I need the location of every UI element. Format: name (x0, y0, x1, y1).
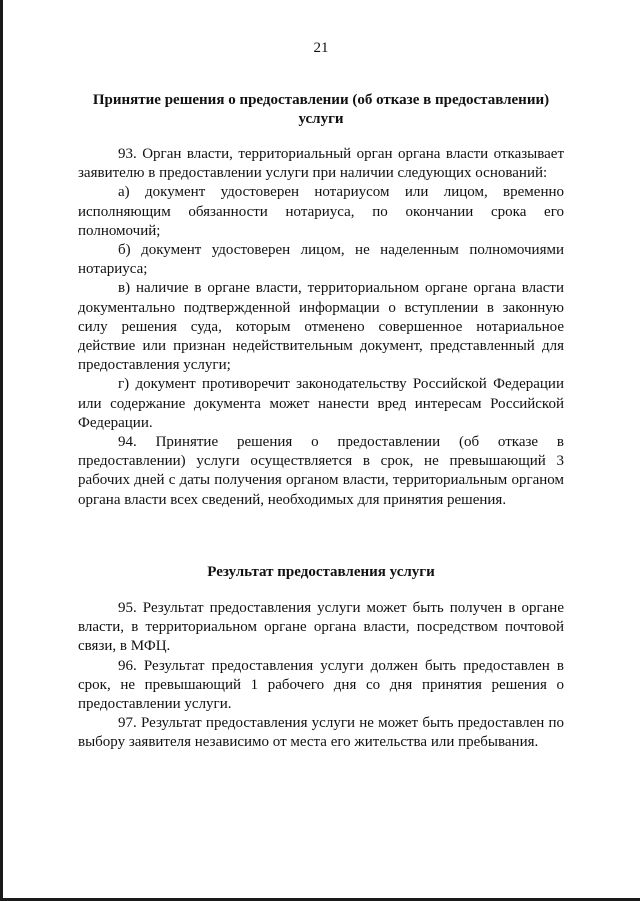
paragraph-93-g: г) документ противоречит законодательству Российской Федерации или содержание документа может нанести вред интересам Российской Федерации. (78, 376, 564, 431)
paragraph-96: 96. Результат предоставления услуги должен быть предоставлен в срок, не превышающий 1 рабочего дня со дня принятия решения о предоставлении услуги. (78, 657, 564, 713)
paragraph-93-v: в) наличие в органе власти, территориальном органе органа власти документально подтвержденной информации о вступлении в законную силу решения суда, которым отменено совершенное нотариальное действие или признан недействительным документ, представленный для предоставления услуги; (78, 280, 564, 374)
section-title-decision: Принятие решения о предоставлении (об отказе в предоставлении) услуги (92, 92, 550, 127)
paragraph-93-b: б) документ удостоверен лицом, не наделенным полномочиями нотариуса; (78, 242, 564, 278)
section-title-result: Результат предоставления услуги (207, 564, 435, 580)
page-number: 21 (313, 40, 329, 56)
paragraph-95: 95. Результат предоставления услуги может быть получен в органе власти, в территориальном органе органа власти, посредством почтовой связи, в МФЦ. (78, 600, 564, 655)
paragraph-94: 94. Принятие решения о предоставлении (об отказе в предоставлении) услуги осуществляется в срок, не превышающий 3 рабочих дней с даты получения органом власти, территориальным органом органа власти всех сведений, необходимых для принятия решения. (78, 434, 564, 508)
paragraph-93: 93. Орган власти, территориальный орган органа власти отказывает заявителю в предоставлении услуги при наличии следующих оснований: (78, 146, 564, 182)
paragraph-93-a: а) документ удостоверен нотариусом или лицом, временно исполняющим обязанности нотариуса, по окончании срока его полномочий; (78, 184, 564, 239)
section-body-decision (78, 145, 564, 510)
section-body-result (78, 599, 564, 753)
scan-border-left (0, 0, 3, 901)
paragraph-97: 97. Результат предоставления услуги не может быть предоставлен по выбору заявителя независимо от места его жительства или пребывания. (78, 715, 564, 751)
